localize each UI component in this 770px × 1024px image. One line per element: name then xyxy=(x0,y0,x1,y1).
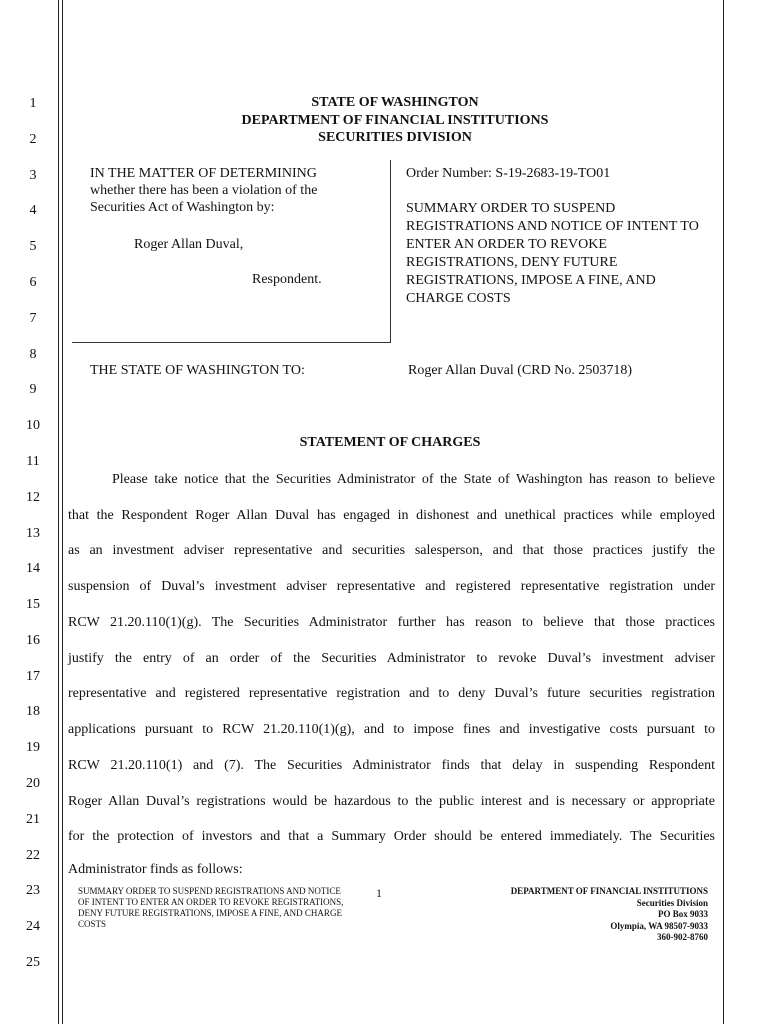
caption-divider-horizontal xyxy=(72,342,391,343)
line-number: 5 xyxy=(29,239,37,254)
matter-line-3: Securities Act of Washington by: xyxy=(90,200,275,215)
line-number: 11 xyxy=(26,454,40,469)
line-number: 3 xyxy=(29,168,37,183)
body-line: representative and registered representative registration and to deny Duval’s future securities registration xyxy=(68,686,715,701)
line-number: 21 xyxy=(26,812,40,827)
respondent-name: Roger Allan Duval, xyxy=(134,237,244,252)
left-margin-rule-outer xyxy=(58,0,59,1024)
order-number: Order Number: S-19-2683-19-TO01 xyxy=(406,166,611,181)
matter-line-1: IN THE MATTER OF DETERMINING xyxy=(90,166,317,181)
line-number: 7 xyxy=(29,311,37,326)
line-number: 22 xyxy=(26,848,40,863)
header-department: DEPARTMENT OF FINANCIAL INSTITUTIONS xyxy=(241,112,549,128)
body-line: Administrator finds as follows: xyxy=(68,862,243,877)
order-title: SUMMARY ORDER TO SUSPEND REGISTRATIONS AND NOTICE OF INTENT TO ENTER AN ORDER TO REVOKE REGISTRATIONS, DENY FUTURE REGISTRATIONS, IMPOSE A FINE, AND CHARGE COSTS xyxy=(406,201,699,306)
body-line: applications pursuant to RCW 21.20.110(1)(g), and to impose fines and investigative costs pursuant to xyxy=(68,722,715,737)
respondent-role: Respondent. xyxy=(252,272,322,287)
body-line: justify the entry of an order of the Securities Administrator to revoke Duval’s investment adviser xyxy=(68,651,715,666)
line-number: 1 xyxy=(29,96,37,111)
footer-agency-address xyxy=(440,886,708,944)
header-division: SECURITIES DIVISION xyxy=(318,130,472,145)
footer-city: Olympia, WA 98507-9033 xyxy=(610,920,708,931)
line-number: 13 xyxy=(26,526,40,541)
line-number: 16 xyxy=(26,633,40,648)
body-line: Please take notice that the Securities Administrator of the State of Washington has reason to believe xyxy=(112,472,715,487)
line-number: 20 xyxy=(26,776,40,791)
body-line: suspension of Duval’s investment adviser representative and registered representative registration under xyxy=(68,579,715,594)
matter-line-2: whether there has been a violation of the xyxy=(90,183,318,198)
footer-phone: 360-902-8760 xyxy=(657,932,708,942)
line-number: 2 xyxy=(29,132,37,147)
caption-divider-vertical xyxy=(390,160,391,343)
line-number: 4 xyxy=(29,203,37,218)
footer-po-box: PO Box 9033 xyxy=(657,909,708,919)
body-line: as an investment adviser representative and securities salesperson, and that those practices justify the xyxy=(68,543,715,558)
line-number: 6 xyxy=(29,275,37,290)
body-line: for the protection of investors and that a Summary Order should be entered immediately. The Securities xyxy=(68,829,715,844)
footer-org: DEPARTMENT OF FINANCIAL INSTITUTIONS xyxy=(510,886,708,896)
left-margin-rule-inner xyxy=(62,0,63,1024)
case-caption-left xyxy=(90,165,380,288)
line-number: 15 xyxy=(26,597,40,612)
line-number: 24 xyxy=(26,919,40,934)
line-number: 23 xyxy=(26,883,40,898)
header-state: STATE OF WASHINGTON xyxy=(311,95,479,110)
body-line: that the Respondent Roger Allan Duval has engaged in dishonest and unethical practices while employed xyxy=(68,508,715,523)
statement-heading: STATEMENT OF CHARGES xyxy=(299,435,481,450)
line-number: 19 xyxy=(26,740,40,755)
agency-header xyxy=(150,94,640,147)
line-number: 9 xyxy=(29,382,37,397)
body-line: RCW 21.20.110(1) and (7). The Securities Administrator finds that delay in suspending Respondent xyxy=(68,758,715,773)
line-number: 14 xyxy=(26,561,40,576)
footer-division: Securities Division xyxy=(636,897,708,908)
right-margin-rule xyxy=(723,0,724,1024)
addressee-name: Roger Allan Duval (CRD No. 2503718) xyxy=(408,363,632,378)
line-number: 12 xyxy=(26,490,40,505)
line-number: 18 xyxy=(26,704,40,719)
line-number: 25 xyxy=(26,955,40,970)
page-number: 1 xyxy=(376,886,382,900)
line-number: 17 xyxy=(26,669,40,684)
line-number: 10 xyxy=(26,418,40,433)
body-line: Roger Allan Duval’s registrations would be hazardous to the public interest and is necessary or appropriate xyxy=(68,794,715,809)
addressee-label: THE STATE OF WASHINGTON TO: xyxy=(90,363,305,378)
body-line: RCW 21.20.110(1)(g). The Securities Administrator further has reason to believe that those practices xyxy=(68,615,715,630)
case-caption-right xyxy=(406,165,706,308)
footer-document-title: SUMMARY ORDER TO SUSPEND REGISTRATIONS AND NOTICE OF INTENT TO ENTER AN ORDER TO REVOKE REGISTRATIONS, DENY FUTURE REGISTRATIONS, IMPOSE A FINE, AND CHARGE COSTS xyxy=(78,886,344,929)
line-number: 8 xyxy=(29,347,37,362)
